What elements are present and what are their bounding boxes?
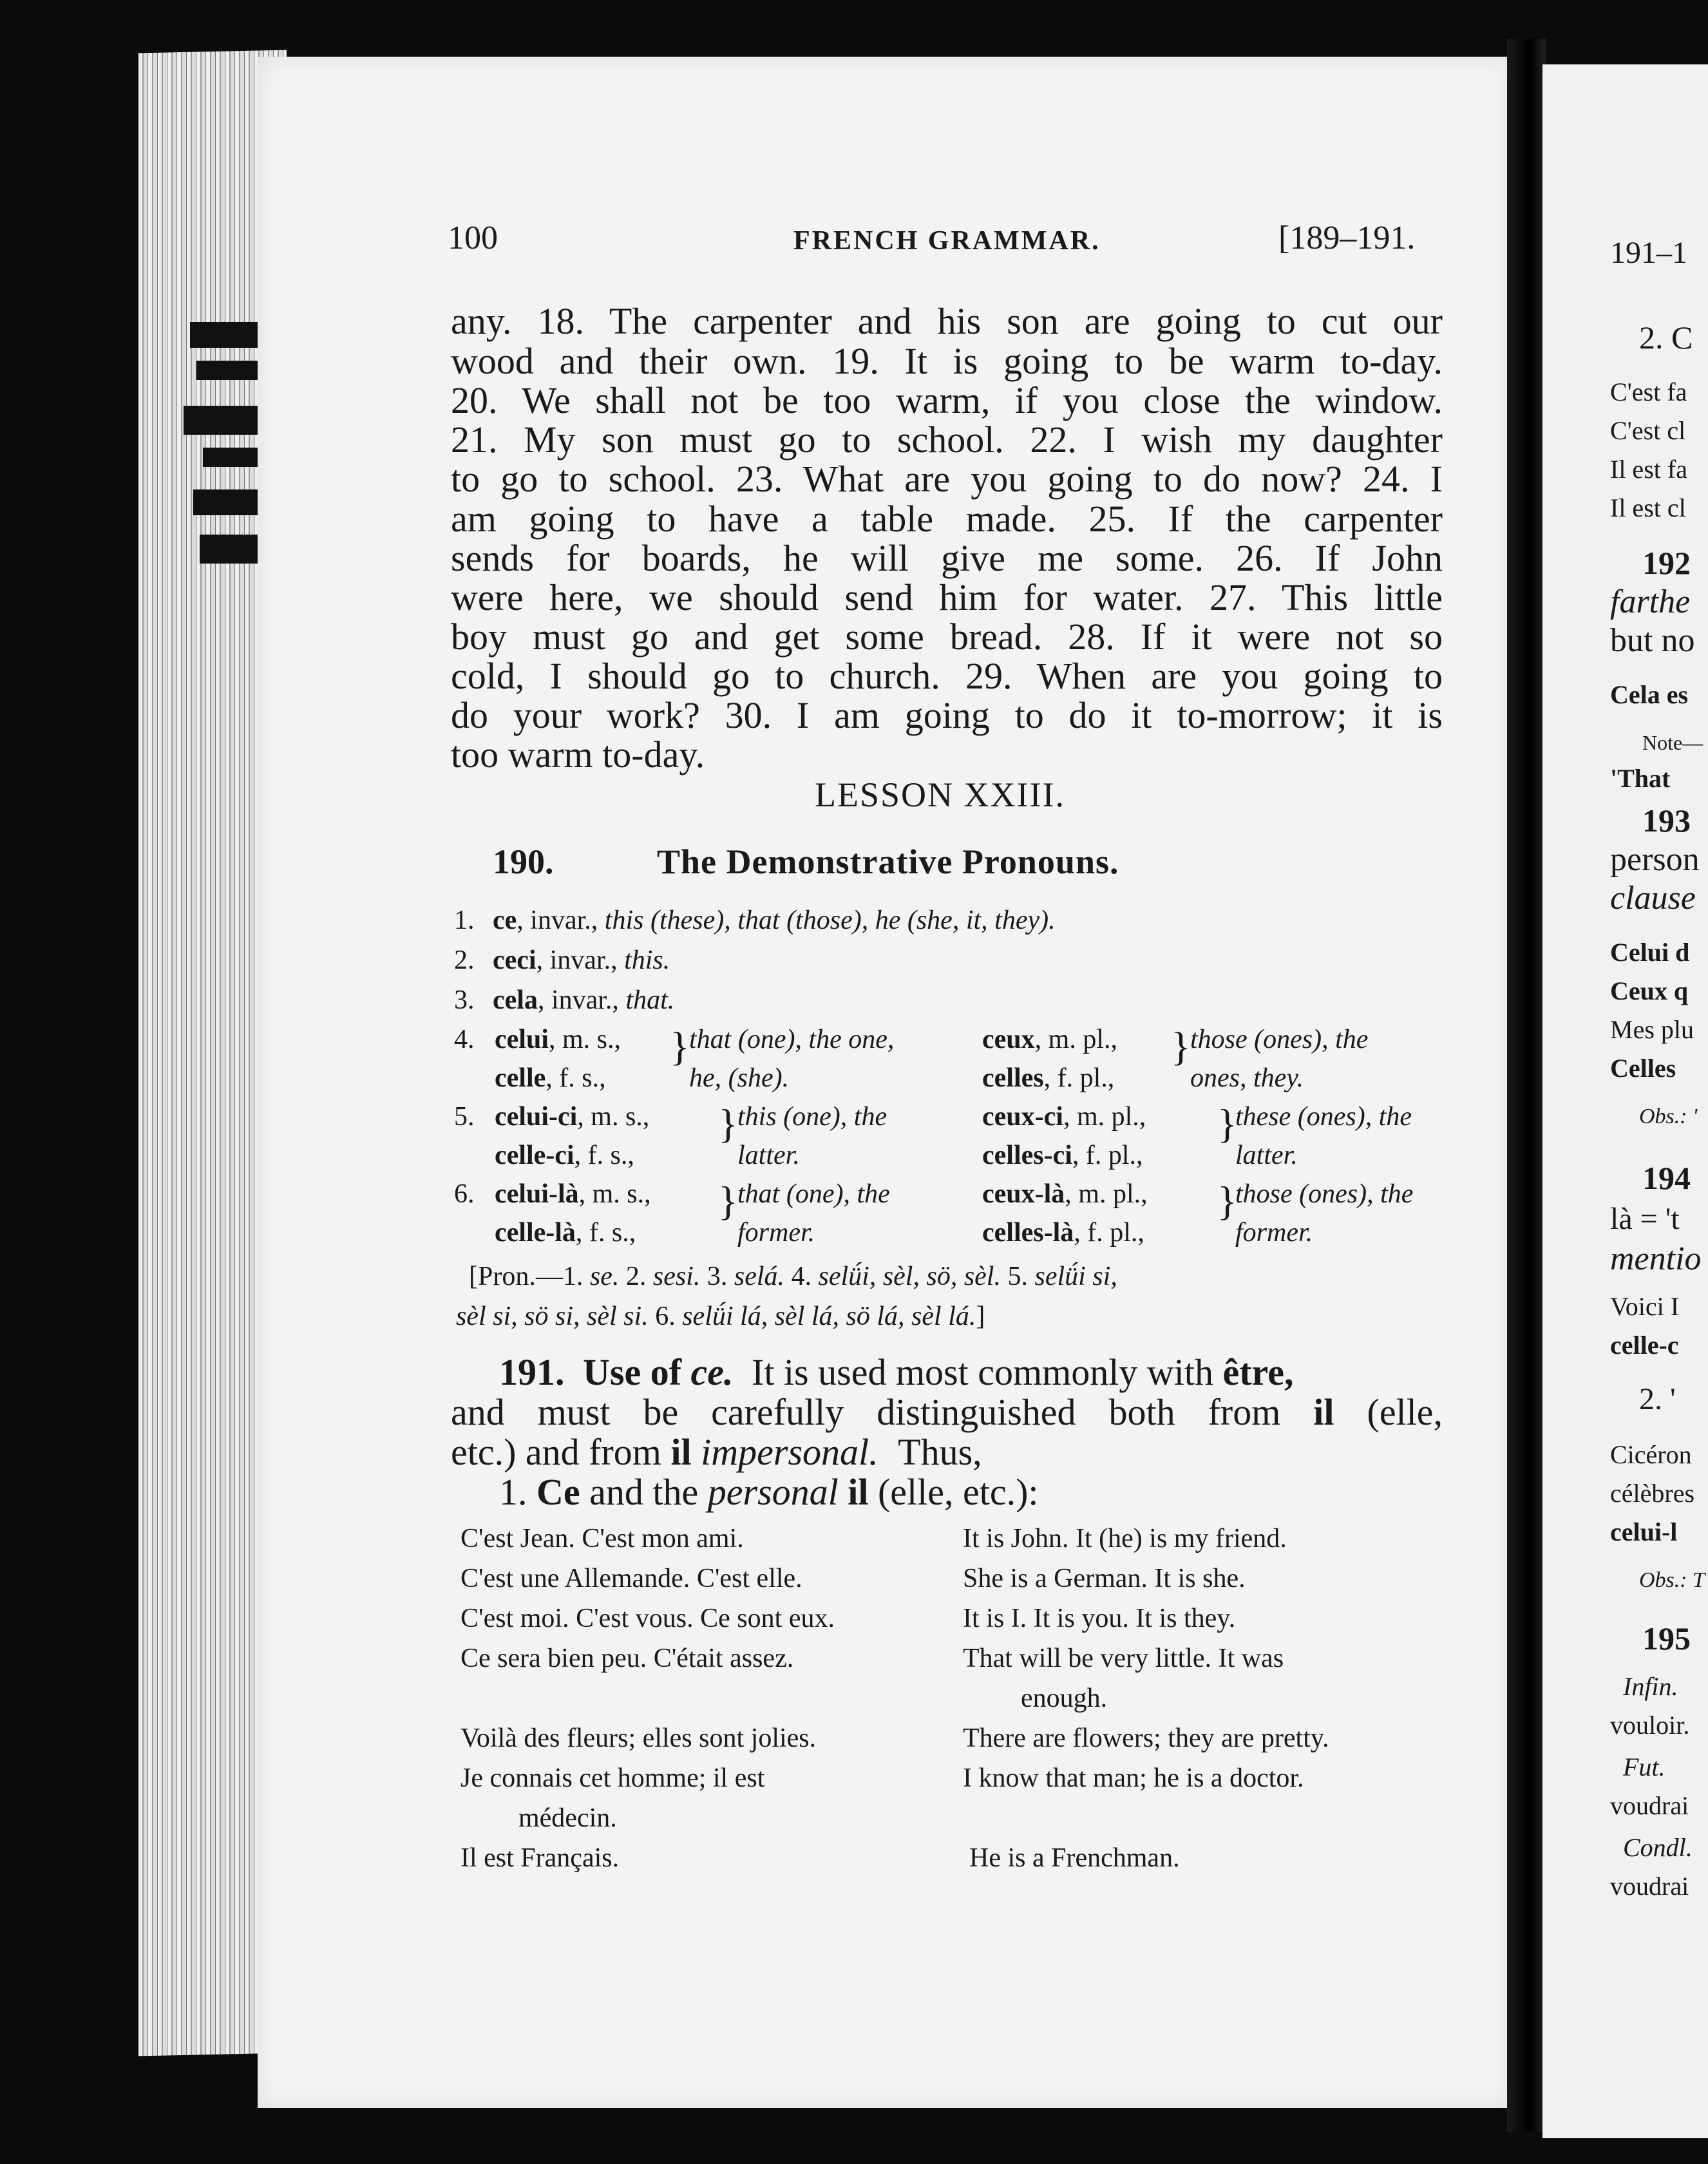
pronoun-word: ceci	[493, 945, 536, 975]
row-number: 2.	[454, 945, 475, 975]
pronoun-row	[454, 905, 1056, 936]
section-191-line1: 191. Use of ce. It is used most commonly with être,	[499, 1351, 1294, 1393]
facing-line: Cela es	[1610, 680, 1689, 709]
pronoun-word: ceux-là	[982, 1179, 1065, 1209]
pronoun-grammar: , f. s.,	[575, 1218, 636, 1248]
facing-line: 2. '	[1639, 1382, 1676, 1416]
example-en: It is I. It is you. It is they.	[963, 1604, 1236, 1633]
exercise-line: cold, I should go to church. 29. When are you going to	[451, 655, 1443, 697]
pronoun-row	[454, 945, 670, 976]
pronoun-gloss: he, (she).	[689, 1063, 790, 1093]
facing-line: Ceux q	[1610, 976, 1689, 1005]
facing-line: farthe	[1610, 584, 1691, 620]
facing-line: Mes plu	[1610, 1015, 1694, 1044]
section-191-line3: etc.) and from il impersonal. Thus,	[451, 1431, 982, 1473]
facing-line: clause	[1610, 880, 1696, 916]
section-title-191: Use of	[583, 1351, 691, 1393]
brace: }	[1217, 1101, 1237, 1146]
pronoun-plural	[982, 1140, 1143, 1171]
running-title: FRENCH GRAMMAR.	[793, 226, 1101, 256]
exercise-line: too warm to-day.	[451, 734, 705, 775]
facing-line: 194	[1642, 1160, 1691, 1196]
pronoun-grammar: , f. s.,	[546, 1063, 606, 1093]
pronoun-gloss: former.	[737, 1218, 815, 1248]
example-fr: Voilà des fleurs; elles sont jolies.	[460, 1723, 817, 1753]
pronoun-word: celles-là	[982, 1218, 1074, 1248]
pronoun-singular	[495, 1179, 651, 1210]
pronoun-plural	[982, 1179, 1148, 1210]
exercise-line: 20. We shall not be too warm, if you close the window.	[451, 379, 1443, 421]
example-fr: C'est Jean. C'est mon ami.	[460, 1524, 744, 1553]
pronoun-grammar: , invar.,	[537, 985, 626, 1015]
pronoun-plural	[982, 1024, 1117, 1055]
facing-line: là = 't	[1610, 1202, 1680, 1236]
pronoun-plural	[982, 1217, 1144, 1248]
pronoun-word: celui	[495, 1025, 549, 1054]
pronoun-gloss: those (ones), the	[1190, 1025, 1369, 1054]
pronoun-word: cela	[493, 985, 538, 1015]
example-fr: Ce sera bien peu. C'était assez.	[460, 1644, 794, 1673]
pronoun-gloss: that.	[625, 985, 675, 1015]
example-fr: C'est moi. C'est vous. Ce sont eux.	[460, 1604, 835, 1633]
pronoun-gloss: former.	[1235, 1218, 1313, 1248]
facing-line: Note—	[1642, 731, 1703, 754]
brace: }	[1217, 1178, 1237, 1224]
facing-line: 2. C	[1639, 319, 1693, 356]
pronoun-word: ceux	[982, 1025, 1035, 1054]
facing-line: C'est fa	[1610, 377, 1687, 406]
page-number: 100	[448, 220, 498, 256]
lesson-title: LESSON XXIII.	[815, 775, 1065, 814]
pronoun-plural	[982, 1101, 1146, 1132]
facing-line: C'est cl	[1610, 416, 1686, 445]
pronoun-word: ceux-ci	[982, 1102, 1063, 1132]
section-number-190: 190.	[493, 842, 554, 881]
brace: }	[670, 1023, 690, 1069]
pronoun-grammar: , f. pl.,	[1074, 1218, 1144, 1248]
pronoun-singular	[495, 1140, 634, 1171]
brace: }	[1171, 1023, 1191, 1069]
facing-line: célèbres	[1610, 1479, 1695, 1508]
example-fr: Je connais cet homme; il est	[460, 1763, 765, 1793]
facing-line: Cicéron	[1610, 1440, 1692, 1469]
facing-line: Infin.	[1623, 1672, 1678, 1701]
facing-line: celle-c	[1610, 1331, 1679, 1360]
facing-line: Il est fa	[1610, 455, 1687, 484]
facing-line: Obs.: T	[1639, 1568, 1705, 1592]
pronoun-gloss: this.	[624, 945, 670, 975]
facing-line: Celui d	[1610, 938, 1690, 967]
facing-line: vouloir.	[1610, 1711, 1690, 1740]
pronoun-grammar: , f. s.,	[574, 1141, 634, 1170]
row-number: 3.	[454, 985, 475, 1015]
facing-line: 'That	[1610, 764, 1671, 793]
pronoun-grammar: , f. pl.,	[1072, 1141, 1143, 1170]
pronoun-singular	[495, 1217, 636, 1248]
pronoun-word: celle-ci	[495, 1141, 574, 1170]
pronoun-word: celle	[495, 1063, 546, 1093]
facing-header: 191–1	[1610, 236, 1687, 270]
exercise-line: any. 18. The carpenter and his son are going to cut our	[451, 300, 1443, 342]
facing-page	[1542, 64, 1708, 2138]
example-fr: Il est Français.	[460, 1843, 620, 1873]
example-en: She is a German. It is she.	[963, 1564, 1246, 1593]
pronoun-grammar: , invar.,	[517, 906, 605, 935]
example-en: I know that man; he is a doctor.	[963, 1763, 1304, 1793]
pronoun-grammar: , m. s.,	[577, 1102, 650, 1132]
example-fr: C'est une Allemande. C'est elle.	[460, 1564, 802, 1593]
example-en: That will be very little. It was	[963, 1644, 1284, 1673]
pronoun-word: celles	[982, 1063, 1044, 1093]
pronoun-gloss: these (ones), the	[1235, 1102, 1412, 1132]
pronoun-singular	[495, 1101, 649, 1132]
pronoun-grammar: , invar.,	[536, 945, 625, 975]
facing-line: 192	[1642, 545, 1691, 581]
facing-line: voudrai	[1610, 1791, 1689, 1820]
pronoun-gloss: those (ones), the	[1235, 1179, 1414, 1209]
exercise-line: 21. My son must go to school. 22. I wish my daughter	[451, 419, 1443, 460]
section-range: [189–191.	[1278, 220, 1416, 256]
section-191-subhead: 1. Ce and the personal il (elle, etc.):	[499, 1471, 1039, 1513]
pronoun-gloss: that (one), the one,	[689, 1025, 895, 1054]
facing-line: Il est cl	[1610, 493, 1686, 522]
facing-line: voudrai	[1610, 1872, 1689, 1901]
brace: }	[718, 1101, 738, 1146]
pronoun-gloss: latter.	[1235, 1141, 1298, 1170]
pronoun-grammar: , m. pl.,	[1063, 1102, 1146, 1132]
pronoun-gloss: ones, they.	[1190, 1063, 1304, 1093]
row-number: 6.	[454, 1179, 475, 1209]
section-title-190: The Demonstrative Pronouns.	[657, 842, 1119, 881]
exercise-line: am going to have a table made. 25. If the carpenter	[451, 498, 1443, 540]
facing-line: mentio	[1610, 1240, 1702, 1277]
pronoun-gloss: this (one), the	[737, 1102, 887, 1132]
pronoun-gloss: latter.	[737, 1141, 800, 1170]
example-en: enough.	[1021, 1684, 1108, 1713]
brace: }	[718, 1178, 738, 1224]
pronoun-grammar: , m. s.,	[578, 1179, 651, 1209]
pronunciation-line: [Pron.—1. se. 2. sesi. 3. selá. 4. selǘi, sèl, sö, sèl. 5. selǘi si,	[469, 1262, 1117, 1291]
facing-line: Obs.: '	[1639, 1105, 1698, 1128]
pronoun-plural	[982, 1063, 1114, 1094]
pronoun-word: celle-là	[495, 1218, 576, 1248]
example-en: It is John. It (he) is my friend.	[963, 1524, 1287, 1553]
section-number-191: 191.	[499, 1351, 565, 1393]
pronoun-word: celui-là	[495, 1179, 579, 1209]
book-gutter	[1507, 39, 1546, 2132]
exercise-line: were here, we should send him for water. 27. This little	[451, 576, 1443, 618]
pronoun-word: celui-ci	[495, 1102, 578, 1132]
facing-line: Fut.	[1623, 1752, 1665, 1781]
facing-line: celui-l	[1610, 1517, 1678, 1546]
facing-line: Celles	[1610, 1054, 1676, 1083]
pronoun-gloss: this (these), that (those), he (she, it, they).	[604, 906, 1056, 935]
example-en: He is a Frenchman.	[969, 1843, 1180, 1873]
pronoun-grammar: , f. pl.,	[1043, 1063, 1115, 1093]
example-fr: médecin.	[518, 1803, 617, 1833]
example-en: There are flowers; they are pretty.	[963, 1723, 1329, 1753]
pronoun-singular	[495, 1024, 621, 1055]
pronoun-row	[454, 985, 674, 1016]
pronoun-word: ce	[493, 906, 517, 935]
pronunciation-line: sèl si, sö si, sèl si. 6. selǘi lá, sèl lá, sö lá, sèl lá.]	[456, 1302, 985, 1331]
row-number: 4.	[454, 1025, 475, 1054]
facing-line: person	[1610, 841, 1700, 878]
pronoun-word: celles-ci	[982, 1141, 1072, 1170]
row-number: 1.	[454, 906, 475, 935]
facing-line: 193	[1642, 802, 1691, 839]
pronoun-gloss: that (one), the	[737, 1179, 890, 1209]
exercise-line: sends for boards, he will give me some. 26. If John	[451, 537, 1443, 579]
exercise-line: to go to school. 23. What are you going to do now? 24. I	[451, 458, 1443, 500]
facing-line: but no	[1610, 622, 1695, 659]
exercise-line: do your work? 30. I am going to do it to-morrow; it is	[451, 694, 1443, 736]
exercise-line: boy must go and get some bread. 28. If it were not so	[451, 616, 1443, 658]
facing-line: 195	[1642, 1620, 1691, 1656]
facing-line: Voici I	[1610, 1292, 1680, 1321]
pronoun-grammar: , m. pl.,	[1065, 1179, 1148, 1209]
facing-line: Condl.	[1623, 1833, 1693, 1862]
exercise-line: wood and their own. 19. It is going to be warm to-day.	[451, 340, 1443, 382]
row-number: 5.	[454, 1102, 475, 1132]
pronoun-singular	[495, 1063, 606, 1094]
pronoun-grammar: , m. pl.,	[1034, 1025, 1117, 1054]
pronoun-grammar: , m. s.,	[548, 1025, 621, 1054]
section-191-line2: and must be carefully distinguished both from il (elle,	[451, 1391, 1443, 1433]
